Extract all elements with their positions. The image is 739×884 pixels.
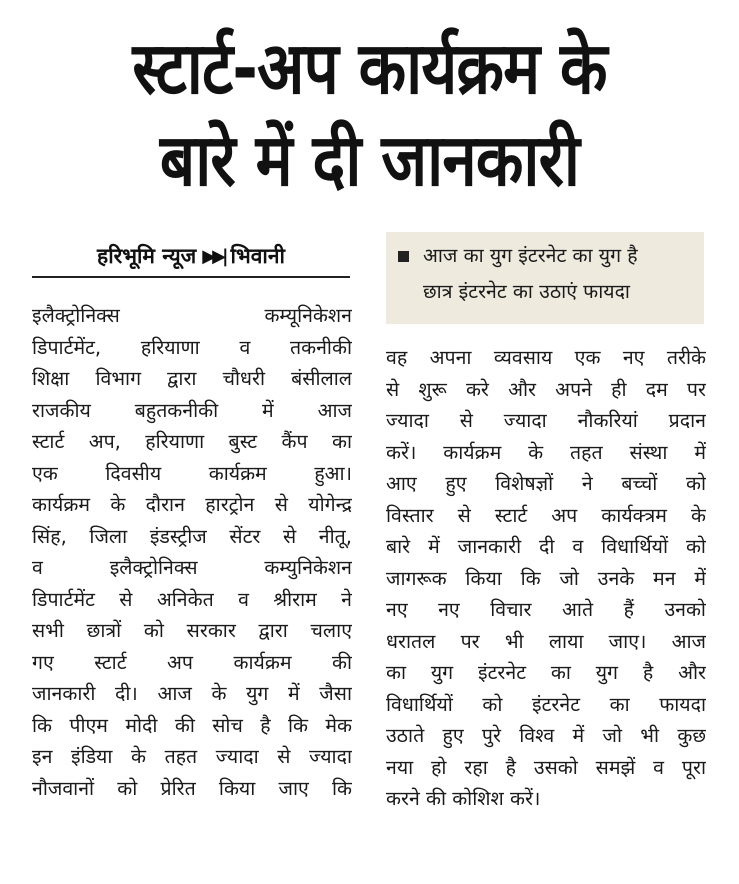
- article-column-left: [32, 300, 352, 804]
- body-line: विस्तार से स्टार्ट अप कार्यक्त्रम के: [386, 503, 706, 527]
- headline: [52, 22, 688, 206]
- body-line: व इलैक्ट्रोनिक्स कम्युनिकेशन: [32, 556, 352, 579]
- body-line: इन इंडिया के तहत ज्यादा से ज्यादा: [32, 745, 352, 768]
- body-line: स्टार्ट अप, हरियाणा बुस्ट कैंप का: [32, 430, 352, 453]
- body-line: डिपार्टमेंट, हरियाणा व तकनीकी: [32, 335, 352, 359]
- body-line: नए नए विचार आते हैं उनको: [386, 598, 706, 621]
- body-line: इलैक्ट्रोनिक्स कम्यूनिकेशन: [32, 304, 352, 327]
- body-line: नौजवानों को प्रेरित किया जाए कि: [32, 776, 352, 800]
- body-line: राजकीय बहुतकनीकी में आज: [32, 398, 352, 422]
- body-line: गए स्टार्ट अप कार्यक्रम की: [32, 650, 352, 674]
- body-line: सिंह, जिला इंडस्ट्रीज सेंटर से नीतू,: [32, 524, 352, 548]
- body-line: आए हुए विशेषज्ञों ने बच्चों को: [386, 472, 706, 495]
- body-line: करने की कोशिश करें।: [386, 787, 541, 810]
- byline-separator-icon: ▶▶|: [202, 245, 225, 267]
- highlight-line-1: [398, 238, 692, 274]
- body-line: करें। कार्यक्रम के तहत संस्था में: [386, 440, 706, 464]
- square-bullet-icon: [398, 251, 409, 262]
- body-line: शिक्षा विभाग द्वारा चौधरी बंसीलाल: [32, 367, 352, 390]
- body-line: एक दिवसीय कार्यक्रम हुआ।: [32, 461, 352, 485]
- body-line: उठाते हुए पुरे विश्व में जो भी कुछ: [386, 724, 706, 747]
- byline-source: हरिभूमि न्यूज: [97, 244, 197, 268]
- highlight-line-2: [398, 274, 692, 310]
- body-line: जागरूक किया कि जो उनके मन में: [386, 566, 706, 590]
- body-line: विधार्थियों को इंटरनेट का फायदा: [386, 692, 706, 716]
- headline-line-2: बारे में दी जानकारी: [159, 118, 580, 202]
- body-line: वह अपना व्यवसाय एक नए तरीके: [386, 346, 706, 369]
- body-line: का युग इंटरनेट का युग है और: [386, 661, 706, 684]
- body-line: सभी छात्रों को सरकार द्वारा चलाए: [32, 619, 352, 642]
- body-line: बारे में जानकारी दी व विधार्थियों को: [386, 535, 706, 558]
- body-line: जानकारी दी। आज के युग में जैसा: [32, 682, 352, 705]
- byline-location: भिवानी: [230, 244, 285, 268]
- highlight-box: [386, 232, 704, 324]
- body-line: कि पीएम मोदी की सोच है कि मेक: [32, 713, 352, 737]
- body-line: धरातल पर भी लाया जाए। आज: [386, 629, 706, 653]
- article-column-right: [386, 342, 706, 815]
- highlight-text-2: छात्र इंटरनेट का उठाएं फायदा: [423, 280, 630, 303]
- highlight-text-1: आज का युग इंटरनेट का युग है: [423, 244, 638, 267]
- body-line: कार्यक्रम के दौरान हारट्रोन से योगेन्द्र: [32, 493, 352, 516]
- body-line: नया हो रहा है उसको समझें व पूरा: [386, 755, 706, 779]
- body-line: डिपार्टमेंट से अनिकेत व श्रीराम ने: [32, 587, 352, 611]
- body-line: ज्यादा से ज्यादा नौकरियां प्रदान: [386, 409, 706, 432]
- byline: [32, 236, 350, 278]
- body-line: से शुरू करे और अपने ही दम पर: [386, 377, 706, 401]
- headline-line-1: स्टार्ट-अप कार्यक्रम के: [132, 26, 607, 110]
